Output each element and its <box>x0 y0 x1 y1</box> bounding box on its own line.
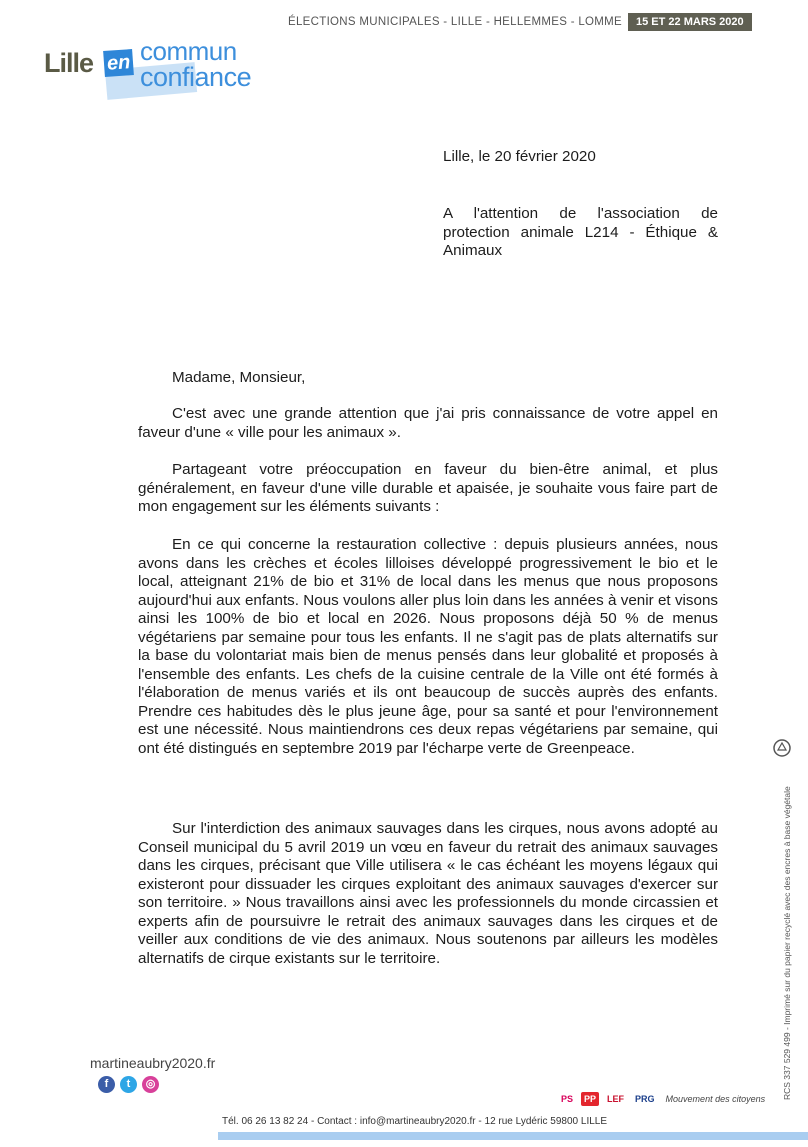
contact-line: Tél. 06 26 13 82 24 - Contact : info@martineaubry2020.fr - 12 rue Lydéric 59800 LILLE <box>222 1116 608 1127</box>
instagram-icon[interactable]: ◎ <box>142 1076 159 1093</box>
election-dates-badge: 15 ET 22 MARS 2020 <box>628 13 752 31</box>
logo-en: en <box>103 49 134 77</box>
letter-paragraph: Partageant votre préoccupation en faveur du bien-être animal, et plus généralement, en faveur d'une ville durable et apaisée, je souhaite vous faire part de mon engagement sur les éléments suivants : <box>138 461 718 515</box>
footer-bar <box>218 1132 808 1140</box>
partner-logo-ps: PS <box>561 1094 574 1104</box>
logo-lille: Lille <box>44 48 94 78</box>
partner-logo-mdc: Mouvement des citoyens <box>665 1094 766 1104</box>
partner-logo-lef: LEF <box>607 1094 625 1104</box>
letter-recipient: A l'attention de l'association de protection animale L214 - Éthique & Animaux <box>443 205 718 259</box>
letter-paragraph: C'est avec une grande attention que j'ai pris connaissance de votre appel en faveur d'une « ville pour les animaux ». <box>138 405 718 441</box>
partner-logos <box>558 1092 768 1106</box>
legal-print-note: RCS 337 529 499 - Imprimé sur du papier recyclé avec des encres à base végétale <box>782 786 792 1100</box>
partner-logo-prg: PRG <box>635 1094 655 1104</box>
social-links <box>98 1076 159 1093</box>
recycle-icon <box>772 738 792 758</box>
letter-salutation: Madame, Monsieur, <box>172 369 306 386</box>
twitter-icon[interactable]: t <box>120 1076 137 1093</box>
campaign-logo <box>44 36 284 98</box>
letter-date: Lille, le 20 février 2020 <box>443 148 596 165</box>
logo-confiance: confiance <box>140 62 252 92</box>
facebook-icon[interactable]: f <box>98 1076 115 1093</box>
letter-paragraph: En ce qui concerne la restauration collective : depuis plusieurs années, nous avons dans les crèches et écoles lilloises développé progressivement le bio et le local, atteignant 21% de bio et 31% de local dans les menus que nous proposons aujourd'hui aux enfants. Nous voulons aller plus loin dans les années à venir et visons ainsi les 100% de bio et local en 2026. Nous proposons déjà 50 % de menus végétariens par semaine pour tous les enfants. Il ne s'agit pas de plats alternatifs sur la base du volontariat mais bien de menus pensés dans leur globalité et proposés à l'ensemble des enfants. Les chefs de la cuisine centrale de la Ville ont été formés à l'élaboration de menus variés et ils ont beaucoup de succès auprès des enfants. Prendre ces habitudes dès le plus jeune âge, pour sa santé et pour l'environnement est une nécessité. Nous maintiendrons ces deux repas végétariens par semaine, qui ont été distingués en septembre 2019 par l'écharpe verte de Greenpeace. <box>138 536 718 757</box>
campaign-website-link[interactable]: martineaubry2020.fr <box>90 1055 216 1071</box>
logo-commun: commun <box>140 36 237 66</box>
election-header <box>288 12 752 32</box>
letter-paragraph: Sur l'interdiction des animaux sauvages dans les cirques, nous avons adopté au Conseil municipal du 5 avril 2019 un vœu en faveur du retrait des animaux sauvages dans les cirques, précisant que Ville utilisera « le cas échéant les moyens légaux qui existeront pour dissuader les cirques exploitant des animaux sauvages d'exercer sur son territoire. » Nous travaillons ainsi avec les professionnels du monde circassien et experts afin de poursuivre le retrait des animaux sauvages dans les cirques et de veiller aux conditions de vie des animaux. Nous soutenons par ailleurs les modèles alternatifs de cirque existants sur le territoire. <box>138 820 718 967</box>
partner-logo-pp: PP <box>581 1092 599 1106</box>
election-title: ÉLECTIONS MUNICIPALES - LILLE - HELLEMMES - LOMME <box>288 16 623 28</box>
